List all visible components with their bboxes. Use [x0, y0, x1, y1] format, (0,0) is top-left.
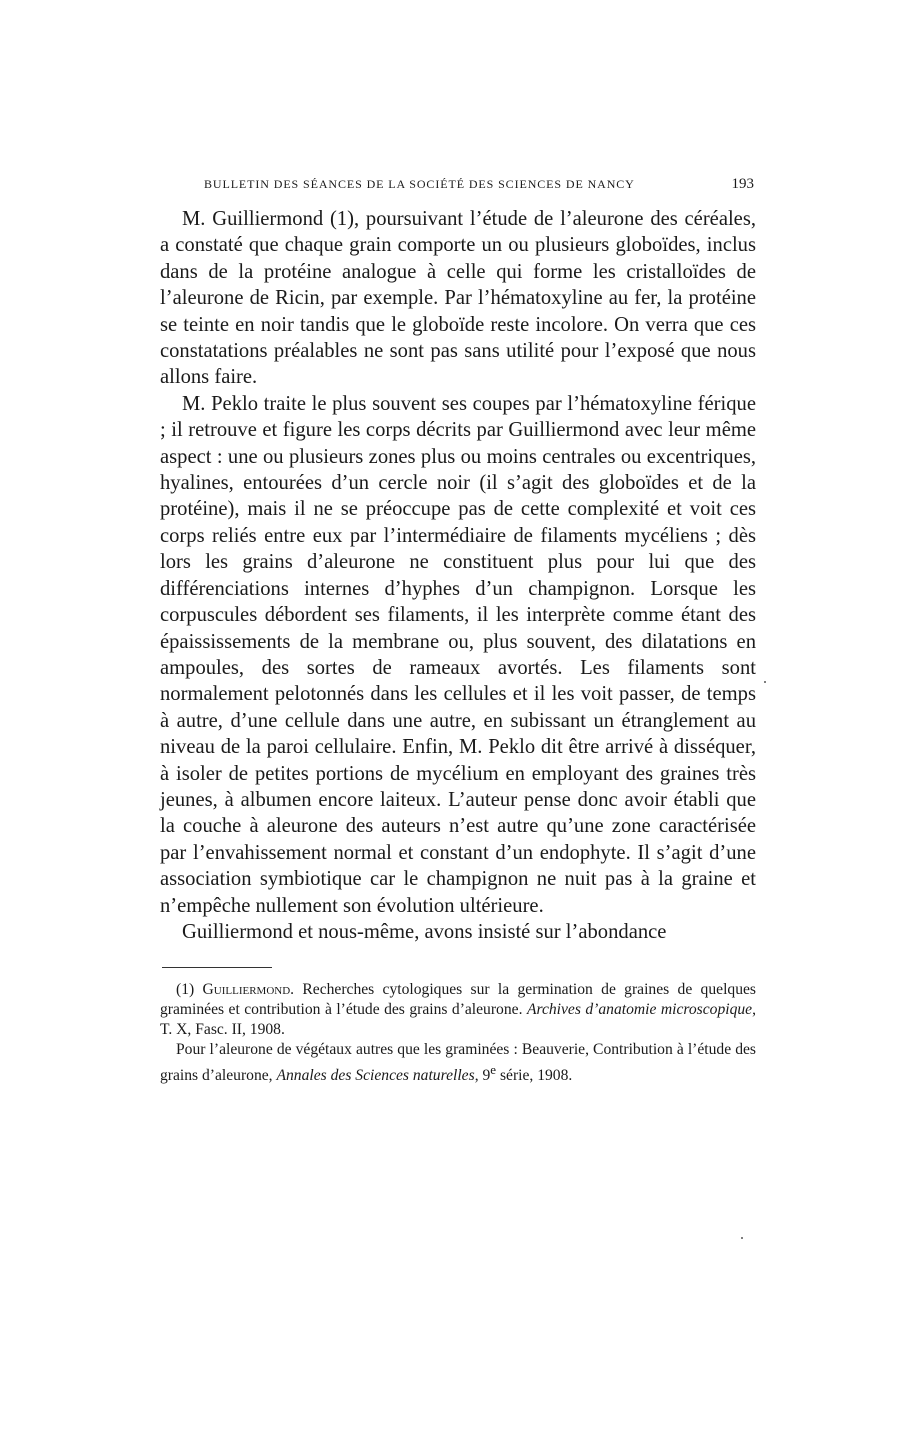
footnotes — [160, 980, 756, 1085]
running-head — [204, 176, 754, 200]
footnote-2-text-a: Pour l’aleurone de végétaux autres que les graminées : Beauverie, Contribution à l’étude des grains d’aleurone, — [160, 1040, 756, 1084]
footnote-1-author: Guilliermond — [202, 981, 291, 999]
footnote-separator — [162, 967, 272, 968]
body-text — [160, 206, 756, 945]
print-speck — [741, 1237, 743, 1239]
page-number: 193 — [731, 176, 754, 192]
footnote-1-marker: (1) — [176, 981, 195, 999]
footnote-2-text-b: , 9 — [474, 1066, 491, 1084]
book-page — [160, 176, 756, 1086]
paragraph-2: M. Peklo traite le plus souvent ses coupes par l’hématoxyline férique ; il retrouve et figure les corps décrits par Guilliermond avec leur même aspect : une ou plusieurs zones plus ou moins centrales ou excentriques, hyalines, entourées d’un cercle noir (il s’agit des globoïdes et de la protéine), mais il ne se préoccupe pas de cette complexité et voit ces corps reliés entre eux par l’intermédiaire de filaments mycéliens ; dès lors les grains d’aleurone ne constituent plus pour lui que des différenciations internes d’hyphes d’un champignon. Lorsque les corpuscules débordent ses filaments, il les interprète comme étant des épaississements de la membrane ou, plus souvent, des dilatations en ampoules, des sortes de rameaux avortés. Les filaments sont normalement pelotonnés dans les cellules et il les voit passer, de temps à autre, d’une cellule dans une autre, en subissant un étranglement au niveau de la paroi cellulaire. Enfin, M. Peklo dit être arrivé à disséquer, à isoler de petites portions de mycélium en employant des graines très jeunes, à albumen encore laiteux. L’auteur pense donc avoir établi que la couche à aleurone des auteurs n’est autre qu’une zone caractérisée par l’envahissement normal et constant d’un endophyte. Il s’agit d’une association symbiotique car le champignon ne nuit pas à la graine et n’empêche nullement son évolution ultérieure. — [160, 392, 756, 917]
footnote-1-text-a: . Recherches cytologiques sur la germination de graines de quelques graminées et contribution à l’étude des grains d’aleurone. — [160, 981, 756, 1019]
footnote-1-journal: Archives d’anatomie microscopique — [526, 1001, 753, 1019]
paragraph-3: Guilliermond et nous-même, avons insisté sur l’abondance — [182, 920, 667, 943]
footnote-2-text-c: série, 1908. — [496, 1066, 573, 1084]
paragraph-1: M. Guilliermond (1), poursuivant l’étude de l’aleurone des céréales, a constaté que chaque grain comporte un ou plusieurs globoïdes, inclus dans de la protéine analogue à celle qui forme les cristalloïdes de l’aleurone de Ricin, par exemple. Par l’hématoxyline au fer, la protéine se teinte en noir tandis que le globoïde reste incolore. On verra que ces constatations préalables ne sont pas sans utilité pour l’exposé que nous allons faire. — [160, 208, 756, 389]
footnote-1-text-b: , T. X, Fasc. II, 1908. — [160, 1001, 756, 1038]
footnote-1 — [160, 980, 756, 1039]
footnote-2-superscript: e — [490, 1061, 497, 1077]
footnote-2-journal: Annales des Sciences naturelles — [276, 1066, 475, 1084]
print-speck — [764, 681, 766, 683]
footnote-2 — [160, 1040, 756, 1086]
running-title: BULLETIN DES SÉANCES DE LA SOCIÉTÉ DES SCIENCES DE NANCY — [204, 177, 635, 191]
